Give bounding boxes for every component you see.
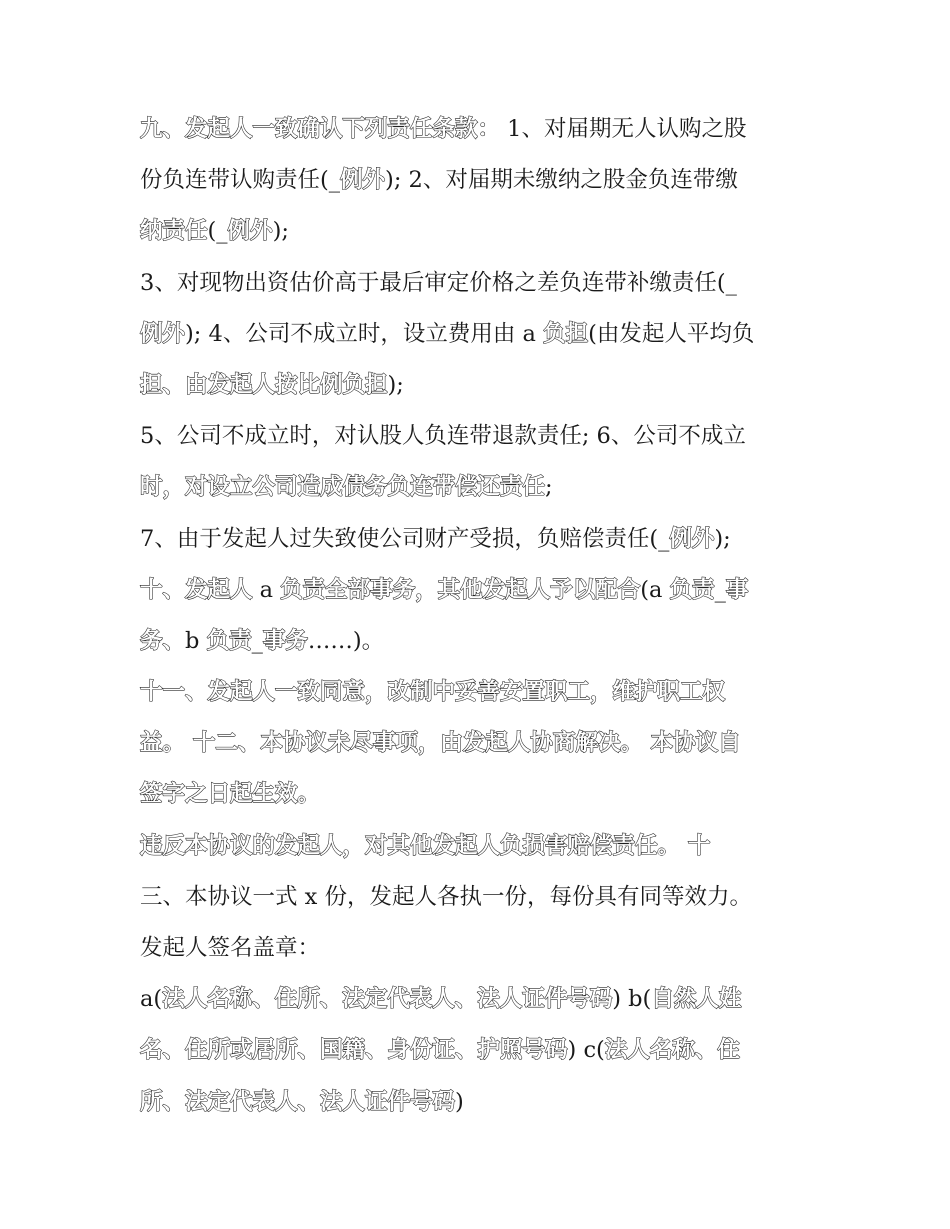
text-line	[140, 309, 810, 360]
outlined-text-segment: 例外	[140, 320, 186, 347]
text-line	[140, 565, 810, 616]
text-line	[140, 104, 810, 155]
text-segment: a	[252, 576, 281, 603]
text-segment: ;	[545, 474, 553, 501]
text-line	[140, 411, 810, 462]
text-segment: b	[185, 627, 207, 654]
text-line	[140, 718, 810, 769]
text-line	[140, 514, 810, 565]
text-line	[140, 360, 810, 411]
outlined-text-segment: 时，对设立公司造成债务负连带偿还责任	[140, 474, 546, 501]
text-segment: 三、本协议一式 x 份，发起人各执一份，每份具有同等效力。	[140, 883, 752, 910]
outlined-text-segment: 例外	[227, 218, 273, 245]
text-segment: (由发起人平均负	[588, 320, 755, 347]
text-segment: 5、公司不成立时，对认股人负连带退款责任; 6、公司不成立	[140, 423, 746, 450]
text-line	[140, 155, 810, 206]
outlined-text-segment: 纳责任	[140, 218, 208, 245]
text-segment: ); 4、公司不成立时，设立费用由 a	[185, 320, 544, 347]
text-segment: 发起人签名盖章：	[140, 935, 321, 961]
text-line	[140, 769, 810, 820]
text-line	[140, 923, 810, 974]
text-segment: )	[455, 1088, 464, 1115]
document-page	[140, 104, 810, 1128]
text-line	[140, 821, 810, 872]
outlined-text-segment: 例外	[340, 167, 386, 194]
text-segment: ) b(	[612, 986, 652, 1013]
outlined-text-segment: 自然人姓	[651, 986, 742, 1013]
text-segment: ……)。	[307, 627, 385, 654]
outlined-text-segment: 法人名称、住所、法定代表人、法人证件号码	[162, 986, 613, 1013]
text-line	[140, 974, 810, 1025]
text-line	[140, 1025, 810, 1076]
outlined-text-segment: 九、发起人一致确认下列责任条款：	[140, 116, 501, 142]
text-segment: 7、由于发起人过失致使公司财产受损，负赔偿责任(_	[140, 525, 670, 552]
outlined-text-segment: 十、发起人	[140, 576, 253, 603]
text-line	[140, 206, 810, 257]
text-segment: ); 2、对届期未缴纳之股金负连带缴	[385, 167, 738, 194]
outlined-text-segment: 务、	[140, 627, 186, 654]
text-segment: 3、对现物出资估价高于最后审定价格之差负连带补缴责任(_	[140, 269, 737, 296]
text-line	[140, 462, 810, 513]
text-segment: );	[714, 525, 731, 552]
outlined-text-segment: 签字之日起生效。	[140, 781, 321, 808]
text-line	[140, 667, 810, 718]
text-segment: ) c(	[567, 1037, 605, 1064]
outlined-text-segment: 负责	[206, 627, 252, 654]
outlined-text-segment: 违反本协议的发起人，对其他发起人负损害赔偿责任。 十	[140, 832, 711, 859]
text-segment: );	[272, 218, 289, 245]
text-segment: );	[387, 371, 404, 398]
text-line	[140, 616, 810, 667]
outlined-text-segment: 例外	[669, 525, 715, 552]
outlined-text-segment: 十一、发起人一致同意，改制中妥善安置职工，维护职工权	[140, 679, 726, 706]
outlined-text-segment: 益。 十二、本协议未尽事项，由发起人协商解决。 本协议自	[140, 730, 741, 757]
text-segment: (_	[207, 218, 228, 245]
outlined-text-segment: 事	[725, 576, 749, 603]
outlined-text-segment: 法人名称、住	[604, 1037, 740, 1064]
text-line	[140, 258, 810, 309]
outlined-text-segment: 名、住所或居所、国籍、身份证、护照号码	[140, 1037, 568, 1064]
text-segment: _	[714, 576, 726, 603]
outlined-text-segment: 事务	[262, 627, 308, 654]
text-segment: _	[251, 627, 263, 654]
text-line	[140, 872, 810, 923]
outlined-text-segment: 负担	[543, 320, 589, 347]
text-segment: (a	[640, 576, 670, 603]
outlined-text-segment: 负责全部事务，其他发起人予以配合	[280, 576, 641, 603]
text-segment: 份负连带认购责任(_	[140, 167, 341, 194]
outlined-text-segment: 负责	[669, 576, 715, 603]
text-line	[140, 1077, 810, 1128]
text-segment: a(	[140, 986, 163, 1013]
outlined-text-segment: 所、法定代表人、法人证件号码	[140, 1088, 456, 1115]
text-segment: 1、对届期无人认购之股	[500, 116, 747, 142]
outlined-text-segment: 担、由发起人按比例负担	[140, 371, 388, 398]
